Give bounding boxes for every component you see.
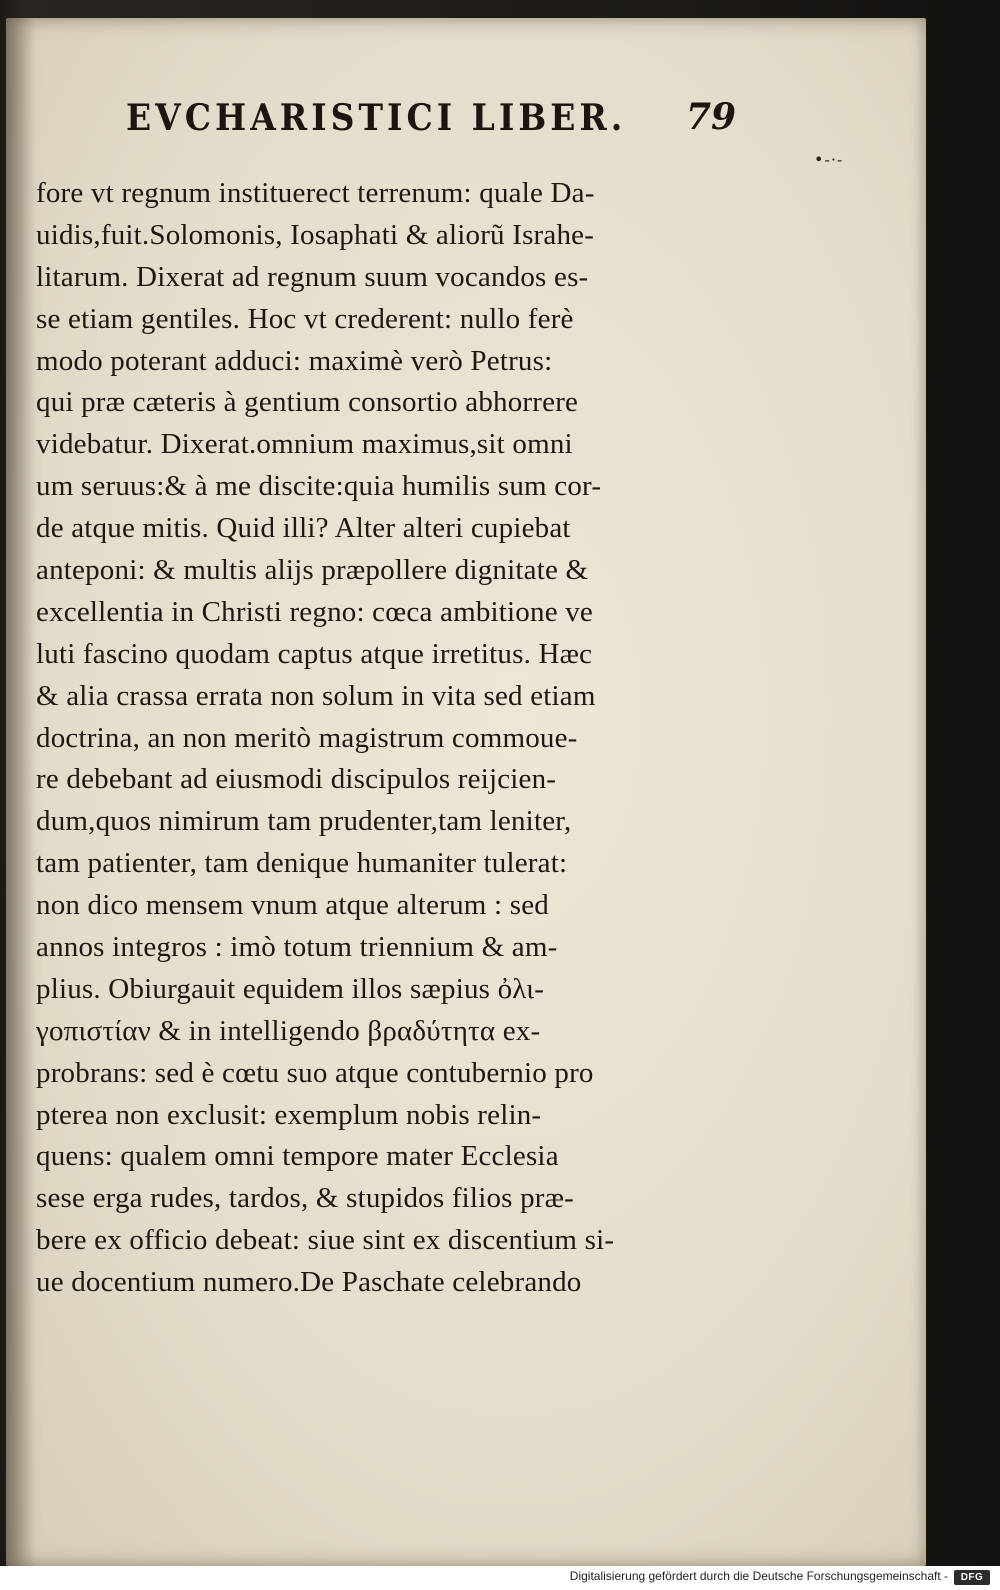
text-line: plius. Obiurgauit equidem illos sæpius ὀλι- xyxy=(36,972,545,1005)
text-line: non dico mensem vnum atque alterum : sed xyxy=(36,889,549,922)
text-line: se etiam gentiles. Hoc vt crederent: nullo ferè xyxy=(36,302,574,335)
text-line: annos integros : imò totum triennium & am- xyxy=(36,931,558,964)
text-line: litarum. Dixerat ad regnum suum vocandos es- xyxy=(36,260,589,293)
text-line: sese erga rudes, tardos, & stupidos filios præ- xyxy=(36,1182,575,1215)
text-line: uidis,fuit.Solomonis, Iosaphati & aliorũ Israhe- xyxy=(36,218,595,251)
text-line: quens: qualem omni tempore mater Ecclesia xyxy=(36,1140,559,1173)
dfg-logo: DFG xyxy=(954,1570,990,1585)
text-line: excellentia in Christi regno: cœca ambitione ve xyxy=(36,595,593,628)
page-number: 79 xyxy=(686,96,737,138)
margin-mark: •-·- xyxy=(814,150,844,169)
running-head-title: EVCHARISTICI LIBER. xyxy=(126,96,627,139)
funding-credit: Digitalisierung gefördert durch die Deutsche Forschungsgemeinschaft - xyxy=(569,1569,948,1583)
text-line: qui præ cæteris à gentium consortio abhorrere xyxy=(36,386,579,419)
running-head xyxy=(126,96,826,156)
text-line: modo poterant adduci: maximè verò Petrus: xyxy=(36,344,553,377)
text-line: dum,quos nimirum tam prudenter,tam leniter, xyxy=(36,805,572,838)
gutter-shadow xyxy=(6,18,36,1566)
text-line: probrans: sed è cœtu suo atque contubernio pro xyxy=(36,1056,594,1089)
text-line: videbatur. Dixerat.omnium maximus,sit omni xyxy=(36,428,573,461)
footer-bar xyxy=(0,1566,1000,1590)
text-line: γοπιστίαν & in intelligendo βραδύτητα ex- xyxy=(36,1014,541,1047)
text-line: re debebant ad eiusmodi discipulos reijcien- xyxy=(36,763,557,796)
text-line: luti fascino quodam captus atque irretitus. Hæc xyxy=(36,637,593,670)
text-line: doctrina, an non meritò magistrum commoue- xyxy=(36,721,578,754)
text-line: pterea non exclusit: exemplum nobis relin- xyxy=(36,1098,542,1131)
book-page xyxy=(6,18,926,1566)
text-line: anteponi: & multis alijs præpollere dignitate & xyxy=(36,554,589,587)
body-text xyxy=(36,173,736,1304)
text-line: de atque mitis. Quid illi? Alter alteri cupiebat xyxy=(36,512,571,545)
text-line: ue docentium numero.De Paschate celebrando xyxy=(36,1266,582,1299)
text-line: tam patienter, tam denique humaniter tulerat: xyxy=(36,847,568,880)
text-line: & alia crassa errata non solum in vita sed etiam xyxy=(36,679,596,712)
text-line: fore vt regnum instituerect terrenum: quale Da- xyxy=(36,177,595,209)
text-line: bere ex officio debeat: siue sint ex discentium si- xyxy=(36,1224,615,1257)
text-line: um seruus:& à me discite:quia humilis sum cor- xyxy=(36,470,602,503)
